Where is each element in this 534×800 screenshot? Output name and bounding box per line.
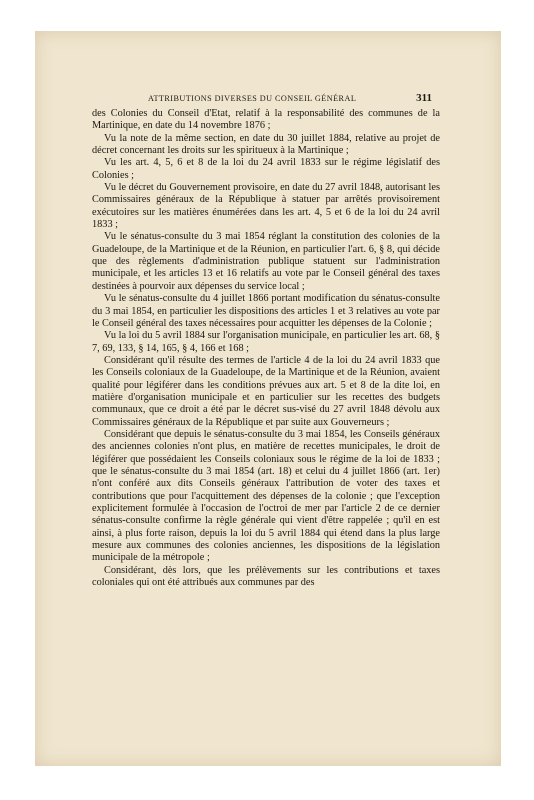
paragraph-note-30-juillet-1884: Vu la note de la même section, en date du 30 juillet 1884, relative au projet de décret concernant les droits sur les spiritueux à la Martinique ; — [92, 132, 440, 157]
paragraph-considerant-3: Considérant, dès lors, que les prélèvements sur les contributions et taxes coloniales qui ont été attribués aux communes par des — [92, 564, 440, 589]
paragraph-loi-5-avril-1884: Vu la loi du 5 avril 1884 sur l'organisation municipale, en particulier les art. 68, § 7, 69, 133, § 14, 165, § 4, 166 et 168 ; — [92, 330, 440, 354]
paragraph-considerant-1: Considérant qu'il résulte des termes de l'article 4 de la loi du 24 avril 1833 que les Conseils coloniaux de la Guadeloupe, de la Martinique et de la Réunion, avaient qualité pour légiférer dans les conditions prévues aux art. 5 et 8 de la dite loi, en matière d'organisation municipale et en particulier sur les recettes des budgets communaux, que ce droit a été par le décret sus-visé du 27 avril 1848 dévolu aux Commissaires généraux de la République et par suite aux Gouverneurs ; — [92, 354, 440, 428]
paragraph-senatus-consulte-1866: Vu le sénatus-consulte du 4 juillet 1866 portant modification du sénatus-consulte du 3 mai 1854, en particulier les dispositions des articles 1 et 3 relatives au vote par le Conseil général des taxes nécessaires pour acquitter les dépenses de la Colonie ; — [92, 293, 440, 329]
paragraph-considerant-2: Considérant que depuis le sénatus-consulte du 3 mai 1854, les Conseils généraux des anciennes colonies n'ont plus, en matière de recettes municipales, le droit de légiférer que possédaient les Conseils coloniaux sous le régime de la loi de 1833 ; que le sénatus-consulte du 3 mai 1854 (art. 18) et celui du 4 juillet 1866 (art. 1er) n'ont conféré aux dits Conseils généraux l'attribution de voter des taxes et contributions que pour l'acquittement des dépenses de la colonie ; que l'exception explicitement formulée à l'occasion de l'octroi de mer par l'article 2 de ce dernier sénatus-consulte confirme la règle générale qui vient d'être rappelée ; qu'il en est ainsi, à plus forte raison, depuis la loi du 5 avril 1884 qui étend dans la plus large mesure aux communes des colonies anciennes, les dispositions de la législation municipale de la métropole ; — [92, 428, 440, 564]
paragraph-decret-27-avril-1848: Vu le décret du Gouvernement provisoire, en date du 27 avril 1848, autorisant les Commissaires généraux de la République à statuer par arrêtés provisoirement exécutoires sur les matières énumérées dans les art. 4, 5 et 6 de la loi du 24 avril 1833 ; — [92, 182, 440, 231]
page-number: 311 — [416, 92, 432, 104]
body-text — [92, 108, 440, 589]
running-title: ATTRIBUTIONS DIVERSES DU CONSEIL GÉNÉRAL — [148, 94, 357, 103]
paragraph-loi-24-avril-1833: Vu les art. 4, 5, 6 et 8 de la loi du 24 avril 1833 sur le régime législatif des Colonies ; — [92, 157, 440, 181]
paragraph-senatus-consulte-1854: Vu le sénatus-consulte du 3 mai 1854 réglant la constitution des colonies de la Guadeloupe, de la Martinique et de la Réunion, en particulier l'art. 6, § 8, qui décide que des règlements d'administration publique statuent sur l'administration municipale, et les articles 13 et 16 relatifs au vote par le Conseil général des taxes destinées à pourvoir aux dépenses du service local ; — [92, 231, 440, 292]
paragraph-continuation: des Colonies du Conseil d'Etat, relatif à la responsabilité des communes de la Martinique, en date du 14 novembre 1876 ; — [92, 108, 440, 132]
page-header — [148, 92, 432, 104]
